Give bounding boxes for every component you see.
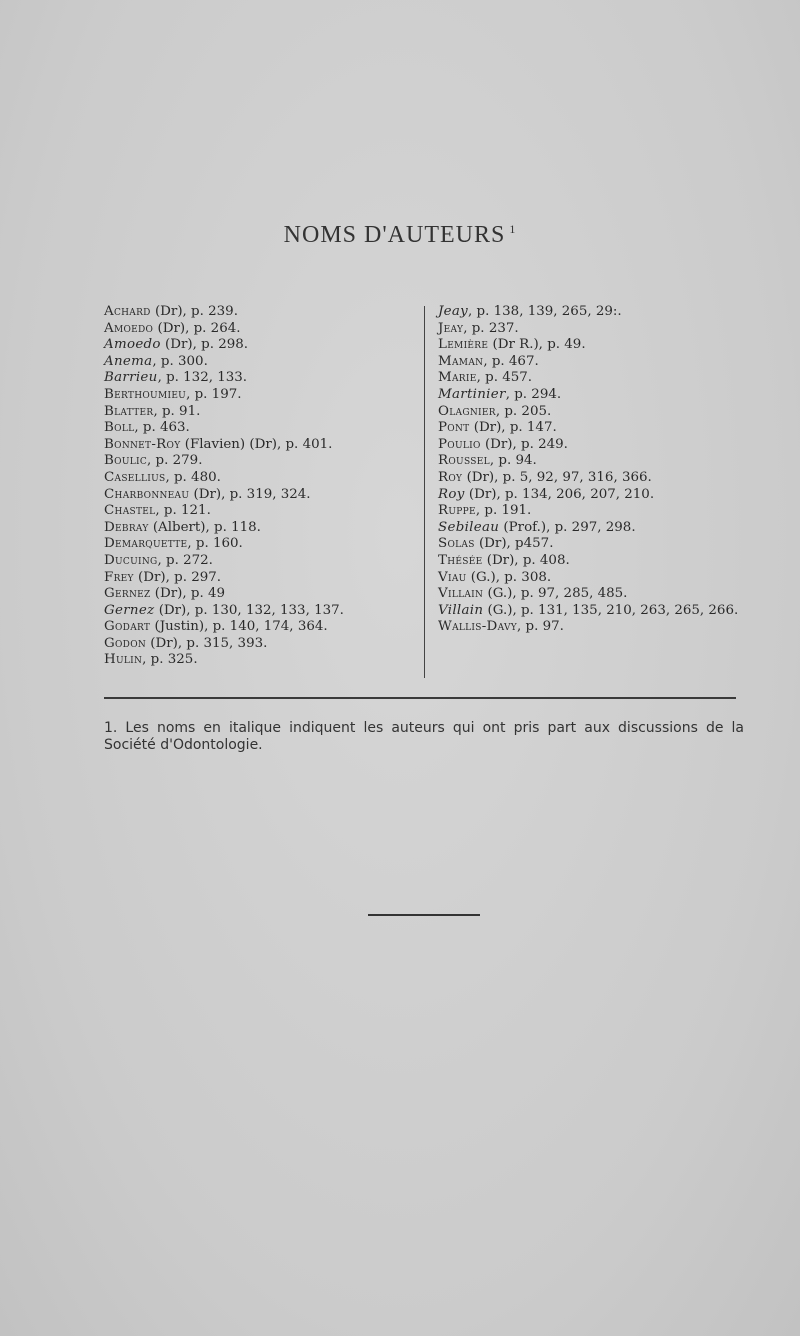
author-name: Boll	[104, 420, 135, 436]
author-list-right	[438, 304, 758, 636]
author-entry	[104, 487, 414, 504]
author-list-left	[104, 304, 414, 669]
author-entry	[438, 337, 758, 354]
author-entry	[438, 536, 758, 553]
author-entry	[104, 603, 414, 620]
author-entry	[104, 370, 414, 387]
author-name: Martinier	[438, 386, 506, 402]
author-entry	[104, 470, 414, 487]
author-pages: (Dr), p. 249.	[480, 436, 568, 452]
author-name: Pont	[438, 420, 470, 436]
author-entry	[438, 603, 758, 620]
author-pages: (Dr), p. 298.	[160, 337, 249, 353]
author-name: Villain	[438, 586, 484, 602]
author-pages: (Dr), p. 239.	[150, 304, 238, 319]
author-entry	[104, 652, 414, 669]
author-pages: , p. 191.	[475, 503, 532, 519]
author-name: Olagnier	[438, 403, 496, 419]
author-entry	[438, 453, 758, 470]
author-pages: , p. 97.	[517, 619, 564, 635]
author-entry	[104, 636, 414, 653]
author-name: Sebileau	[438, 519, 500, 535]
author-entry	[438, 619, 758, 636]
author-entry	[438, 487, 758, 504]
author-name: Blatter	[104, 403, 154, 419]
author-name: Roy	[438, 469, 463, 485]
author-entry	[104, 553, 414, 570]
author-name: Demarquette	[104, 536, 188, 552]
author-name: Roussel	[438, 453, 490, 469]
end-rule	[368, 914, 480, 916]
author-pages: , p. 325.	[142, 652, 198, 668]
footnote-separator	[104, 697, 736, 699]
author-entry	[104, 404, 414, 421]
author-name: Chastel	[104, 503, 156, 519]
author-entry	[104, 321, 414, 338]
author-pages: (Dr), p. 130, 132, 133, 137.	[154, 602, 344, 618]
author-pages: , p. 279.	[147, 453, 203, 469]
author-entry	[438, 553, 758, 570]
author-name: Charbonneau	[104, 486, 190, 502]
author-name: Marie	[438, 370, 477, 386]
author-name: Ruppe	[438, 503, 476, 519]
page-title	[0, 222, 800, 249]
author-entry	[438, 420, 758, 437]
author-entry	[438, 404, 758, 421]
author-pages: , p. 94.	[489, 453, 537, 469]
author-entry	[104, 520, 414, 537]
author-pages: (Justin), p. 140, 174, 364.	[150, 619, 328, 635]
author-entry	[104, 453, 414, 470]
author-entry	[438, 387, 758, 404]
author-entry	[438, 520, 758, 537]
author-pages: (Dr), p. 297.	[133, 569, 222, 585]
author-name: Frey	[104, 569, 134, 585]
title-footnote-marker: 1	[509, 222, 517, 236]
author-name: Debray	[104, 519, 149, 535]
author-name: Gernez	[104, 586, 151, 602]
author-name: Barrieu	[104, 370, 158, 386]
title-text: NOMS D'AUTEURS	[283, 222, 506, 248]
author-pages: , p. 91.	[153, 403, 201, 419]
column-divider	[424, 306, 425, 678]
author-name: Gernez	[104, 602, 155, 618]
author-pages: , p. 237.	[463, 320, 519, 336]
author-entry	[104, 586, 414, 603]
author-pages: , p. 132, 133.	[157, 370, 248, 386]
author-pages: (G.), p. 97, 285, 485.	[483, 586, 628, 602]
author-entry	[104, 354, 414, 371]
author-entry	[438, 321, 758, 338]
author-name: Villain	[438, 602, 484, 618]
author-entry	[104, 387, 414, 404]
author-entry	[104, 437, 414, 454]
author-pages: (Dr), p. 319, 324.	[189, 486, 311, 502]
author-pages: , p. 480.	[165, 469, 221, 485]
author-pages: (Dr), p. 49	[150, 586, 226, 602]
author-entry	[438, 503, 758, 520]
author-entry	[438, 354, 758, 371]
author-name: Bonnet-Roy	[104, 436, 181, 452]
author-entry	[438, 470, 758, 487]
author-pages: (Dr), p. 264.	[153, 320, 241, 336]
author-entry	[104, 420, 414, 437]
author-name: Achard	[104, 304, 151, 319]
author-name: Jeay	[438, 320, 464, 336]
author-name: Berthoumieu	[104, 386, 187, 402]
author-pages: , p. 272.	[157, 552, 213, 568]
author-pages: (Dr), p. 147.	[469, 420, 557, 436]
author-name: Godart	[104, 619, 151, 635]
author-pages: (Flavien) (Dr), p. 401.	[180, 436, 333, 452]
author-pages: , p. 138, 139, 265, 29:.	[468, 304, 622, 319]
author-entry	[104, 570, 414, 587]
author-pages: , p. 457.	[476, 370, 533, 386]
author-pages: (Dr), p457.	[474, 536, 554, 552]
author-entry	[104, 619, 414, 636]
author-entry	[104, 304, 414, 321]
author-name: Ducuing	[104, 552, 158, 568]
author-pages: (Dr), p. 5, 92, 97, 316, 366.	[462, 469, 652, 485]
author-entry	[438, 570, 758, 587]
author-name: Thésée	[438, 552, 483, 568]
author-pages: , p. 197.	[186, 386, 242, 402]
author-name: Godon	[104, 635, 147, 651]
author-pages: (Albert), p. 118.	[148, 519, 261, 535]
author-pages: (Dr R.), p. 49.	[488, 337, 586, 353]
author-pages: (Dr), p. 134, 206, 207, 210.	[464, 486, 655, 502]
author-pages: (Prof.), p. 297, 298.	[499, 519, 636, 535]
author-pages: (Dr), p. 315, 393.	[146, 635, 268, 651]
author-entry	[104, 337, 414, 354]
author-name: Solas	[438, 536, 475, 552]
author-name: Boulic	[104, 453, 148, 469]
author-name: Lemière	[438, 337, 489, 353]
author-name: Poulio	[438, 436, 481, 452]
author-name: Amoedo	[104, 337, 161, 353]
author-entry	[104, 503, 414, 520]
author-entry	[438, 437, 758, 454]
author-entry	[438, 370, 758, 387]
author-name: Roy	[438, 486, 465, 502]
author-name: Maman	[438, 353, 484, 369]
author-pages: , p. 205.	[495, 403, 552, 419]
author-entry	[104, 536, 414, 553]
author-pages: , p. 467.	[483, 353, 539, 369]
author-name: Anema	[104, 353, 153, 369]
author-pages: , p. 121.	[155, 503, 211, 519]
author-entry	[438, 586, 758, 603]
footnote: 1. Les noms en italique indiquent les auteurs qui ont pris part aux discussions de la Société d'Odontologie.	[104, 720, 744, 753]
author-pages: , p. 294.	[505, 386, 562, 402]
author-pages: , p. 160.	[187, 536, 243, 552]
author-entry	[438, 304, 758, 321]
author-name: Jeay	[438, 304, 469, 319]
author-name: Wallis-Davy	[438, 619, 517, 635]
author-pages: , p. 463.	[134, 420, 190, 436]
author-name: Viau	[438, 569, 467, 585]
author-pages: , p. 300.	[152, 353, 208, 369]
author-pages: (Dr), p. 408.	[482, 552, 570, 568]
author-name: Hulin	[104, 652, 143, 668]
author-pages: (G.), p. 131, 135, 210, 263, 265, 266.	[483, 602, 739, 618]
author-name: Casellius	[104, 469, 166, 485]
author-name: Amoedo	[104, 320, 154, 336]
author-pages: (G.), p. 308.	[466, 569, 552, 585]
